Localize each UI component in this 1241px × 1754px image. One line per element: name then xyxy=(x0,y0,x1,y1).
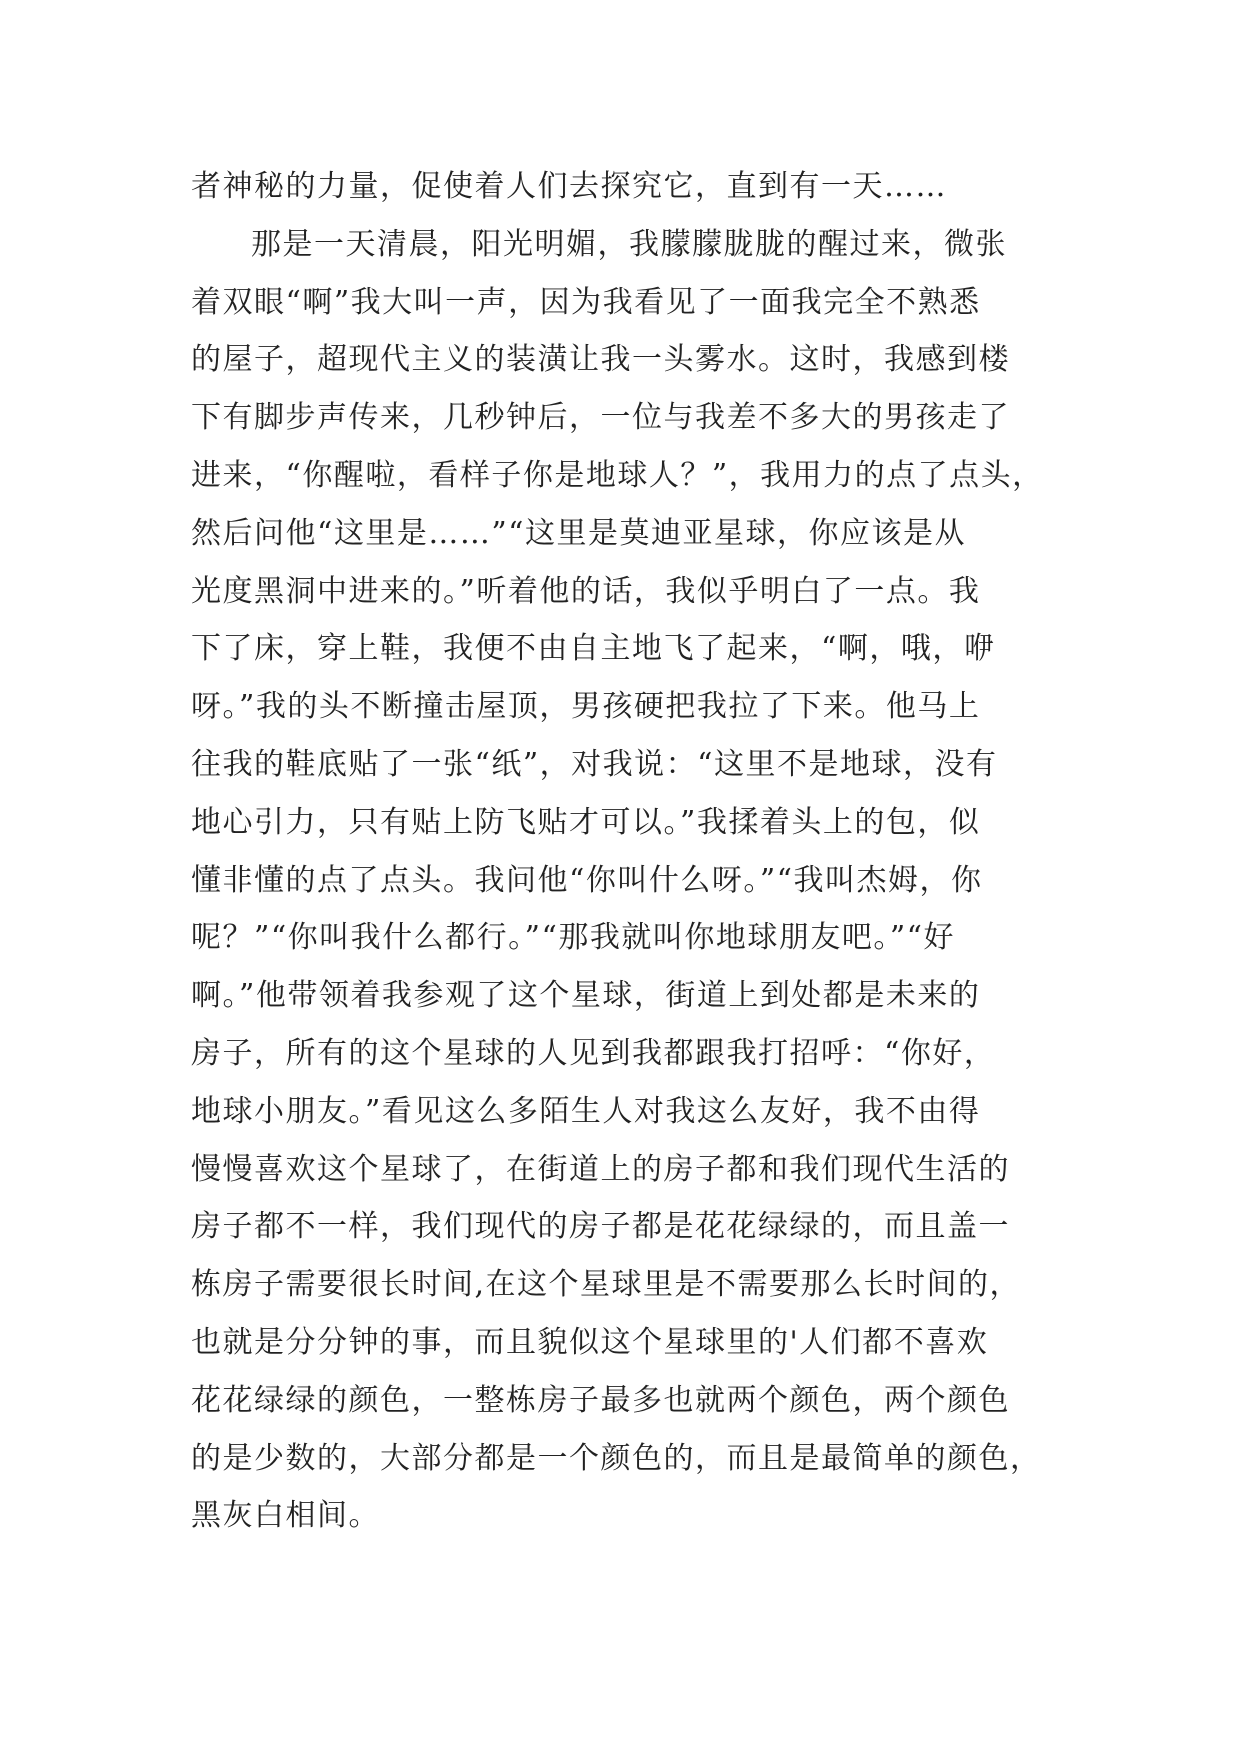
body-text xyxy=(191,158,1051,1545)
paragraph-2 xyxy=(191,216,1051,1545)
text-line: 呢？”“你叫我什么都行。”“那我就叫你地球朋友吧。”“好 xyxy=(191,920,956,956)
text-line: 房子都不一样，我们现代的房子都是花花绿绿的，而且盖一 xyxy=(191,1209,1010,1245)
text-line: 着双眼“啊”我大叫一声，因为我看见了一面我完全不熟悉 xyxy=(191,284,981,320)
text-line: 地心引力，只有贴上防飞贴才可以。”我揉着头上的包，似 xyxy=(191,804,981,840)
text-line: 下有脚步声传来，几秒钟后，一位与我差不多大的男孩走了 xyxy=(191,400,1010,436)
text-line: 呀。”我的头不断撞击屋顶，男孩硬把我拉了下来。他马上 xyxy=(191,689,981,725)
text-line: 也就是分分钟的事，而且貌似这个星球里的'人们都不喜欢 xyxy=(191,1324,989,1360)
text-line: 光度黑洞中进来的。”听着他的话，我似乎明白了一点。我 xyxy=(191,573,981,609)
text-line: 栋房子需要很长时间,在这个星球里是不需要那么长时间的， xyxy=(191,1267,1022,1303)
text-line: 黑灰白相间。 xyxy=(191,1498,380,1534)
text-line: 下了床，穿上鞋，我便不由自主地飞了起来，“啊，哦，咿 xyxy=(191,631,996,667)
text-line: 往我的鞋底贴了一张“纸”，对我说：“这里不是地球，没有 xyxy=(191,746,998,782)
text-line: 慢慢喜欢这个星球了，在街道上的房子都和我们现代生活的 xyxy=(191,1151,1010,1187)
text-line: 然后问他“这里是……”“这里是莫迪亚星球，你应该是从 xyxy=(191,515,967,551)
text-line: 那是一天清晨，阳光明媚，我朦朦胧胧的醒过来，微张 xyxy=(251,226,1007,262)
text-line: 懂非懂的点了点头。我问他“你叫什么呀。”“我叫杰姆，你 xyxy=(191,862,983,898)
paragraph-1 xyxy=(191,158,1051,216)
text-line: 啊。”他带领着我参观了这个星球，街道上到处都是未来的 xyxy=(191,978,981,1014)
text-line: 地球小朋友。”看见这么多陌生人对我这么友好，我不由得 xyxy=(191,1093,981,1129)
text-line: 者神秘的力量，促使着人们去探究它，直到有一天…… xyxy=(191,169,947,204)
text-line: 花花绿绿的颜色，一整栋房子最多也就两个颜色，两个颜色 xyxy=(191,1382,1010,1418)
text-line: 的是少数的，大部分都是一个颜色的，而且是最简单的颜色， xyxy=(191,1440,1042,1476)
text-line: 的屋子，超现代主义的装潢让我一头雾水。这时，我感到楼 xyxy=(191,342,1010,378)
text-line: 房子，所有的这个星球的人见到我都跟我打招呼：“你好， xyxy=(191,1035,996,1071)
text-line: 进来，“你醒啦，看样子你是地球人？”，我用力的点了点头， xyxy=(191,457,1044,493)
